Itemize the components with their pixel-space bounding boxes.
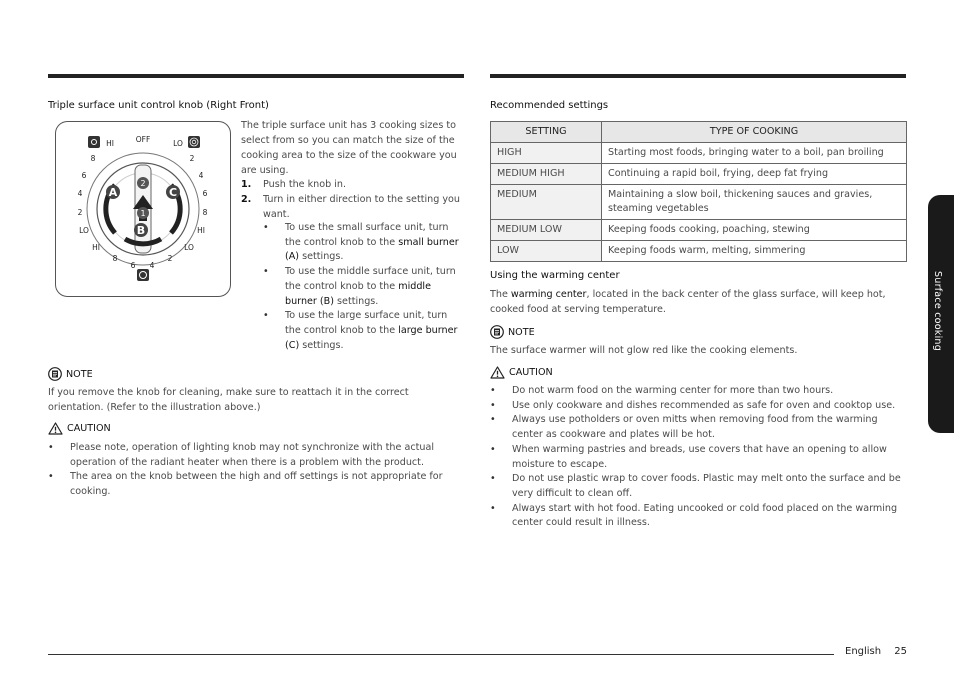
caution-icon [490, 366, 505, 379]
table-row [491, 164, 907, 185]
left-caution-list [48, 441, 464, 500]
knob-intro: The triple surface unit has 3 cooking sizes to select from so you can match the size of the cooking area to the size of the cookware you are using. [241, 120, 457, 176]
table-header-row [491, 122, 907, 143]
type-cell: Keeping foods warm, melting, simmering [602, 241, 907, 262]
hi-label-bottom: HI [92, 243, 100, 252]
footer-rule [48, 654, 834, 655]
warming-center-text: The warming center, located in the back center of the glass surface, will keep hot, cooked food at serving temperature. [490, 289, 886, 315]
table-row [491, 185, 907, 220]
page-number: 25 [894, 646, 908, 657]
right-top-rule [490, 74, 906, 78]
steps-list [241, 177, 465, 222]
n2-bottom: 2 [167, 254, 173, 263]
n2-left: 2 [77, 208, 83, 217]
caution-item: • The area on the knob between the high and off settings is not appropriate for cooking. [48, 470, 464, 499]
settings-table [490, 121, 907, 262]
n6-bottom: 6 [130, 261, 136, 270]
n6-right: 6 [202, 189, 208, 198]
table-row [491, 241, 907, 262]
setting-cell: LOW [491, 241, 602, 262]
footer-language: English [845, 646, 882, 657]
burner-bullet: • To use the middle surface unit, turn the control knob to the middle burner (B) settings. [263, 265, 465, 309]
left-top-rule [48, 74, 464, 78]
right-caution-label [490, 366, 553, 379]
step-1-badge: 1 [140, 209, 146, 218]
note-icon [48, 367, 62, 381]
burner-bullet: • To use the large surface unit, turn the control knob to the large burner (C) settings. [263, 309, 465, 353]
burner-b-label: B [136, 224, 146, 237]
step-2-badge: 2 [140, 179, 146, 188]
footer [845, 646, 907, 657]
burner-c-label: C [168, 186, 178, 199]
n8-left-top: 8 [90, 154, 96, 163]
caution-item: • Use only cookware and dishes recommended as safe for oven and cooktop use. [490, 399, 906, 414]
step-item [241, 177, 465, 192]
header-type: TYPE OF COOKING [602, 122, 907, 143]
n4-left: 4 [77, 189, 83, 198]
step-text: Push the knob in. [263, 179, 347, 190]
setting-cell: MEDIUM HIGH [491, 164, 602, 185]
side-tab-label: Surface cooking [932, 271, 943, 352]
step-text: Turn in either direction to the setting you want. [263, 194, 460, 220]
caution-item: • Do not warm food on the warming center for more than two hours. [490, 384, 906, 399]
knob-diagram [55, 121, 231, 297]
left-note-text: If you remove the knob for cleaning, make sure to reattach it in the correct orientation. (Refer to the illustration above.) [48, 387, 409, 413]
type-cell: Starting most foods, bringing water to a boil, pan broiling [602, 143, 907, 164]
right-note-label [490, 325, 535, 339]
note-label-text: NOTE [508, 326, 535, 338]
caution-item: • Always start with hot food. Eating uncooked or cold food placed on the warming center could result in illness. [490, 502, 906, 531]
large-burner-icon [137, 269, 149, 281]
caution-label-text: CAUTION [509, 367, 553, 378]
n4-right: 4 [198, 171, 204, 180]
n2-right: 2 [189, 154, 195, 163]
right-caution-list [490, 384, 906, 531]
table-row [491, 220, 907, 241]
step-item [241, 192, 465, 222]
caution-item: • Always use potholders or oven mitts when removing food from the warming center as cookware and plates will be hot. [490, 413, 906, 442]
lo-label-bottom: LO [184, 243, 194, 252]
lo-label-top: LO [173, 139, 183, 148]
note-label-text: NOTE [66, 368, 93, 380]
knob-section-heading: Triple surface unit control knob (Right Front) [48, 100, 269, 111]
left-note-label [48, 367, 93, 381]
header-setting: SETTING [491, 122, 602, 143]
setting-cell: MEDIUM [491, 185, 602, 220]
caution-icon [48, 422, 63, 435]
type-cell: Maintaining a slow boil, thickening sauces and gravies, steaming vegetables [602, 185, 907, 220]
n6-left-top: 6 [81, 171, 87, 180]
hi-label-right: HI [197, 226, 205, 235]
warming-center-heading: Using the warming center [490, 270, 620, 281]
section-side-tab[interactable] [928, 195, 954, 433]
burner-bullets [263, 221, 465, 353]
left-caution-label [48, 422, 111, 435]
off-label: OFF [135, 135, 151, 144]
burner-a-label: A [108, 186, 118, 199]
setting-cell: MEDIUM LOW [491, 220, 602, 241]
recommended-settings-heading: Recommended settings [490, 100, 609, 111]
n8-right: 8 [202, 208, 208, 217]
type-cell: Keeping foods cooking, poaching, stewing [602, 220, 907, 241]
setting-cell: HIGH [491, 143, 602, 164]
n8-bottom: 8 [112, 254, 118, 263]
small-burner-icon [88, 136, 100, 148]
caution-item: • Do not use plastic wrap to cover foods. Plastic may melt onto the surface and be very difficult to clean off. [490, 472, 906, 501]
note-icon [490, 325, 504, 339]
right-note-text: The surface warmer will not glow red like the cooking elements. [490, 345, 798, 356]
n4-bottom: 4 [149, 261, 155, 270]
caution-label-text: CAUTION [67, 423, 111, 434]
step-number: 2. [241, 194, 252, 205]
caution-item: • Please note, operation of lighting knob may not synchronize with the actual operation of the radiant heater when there is a problem with the product. [48, 441, 464, 470]
type-cell: Continuing a rapid boil, frying, deep fat frying [602, 164, 907, 185]
table-row [491, 143, 907, 164]
lo-label-left: LO [79, 226, 89, 235]
hi-label-top: HI [106, 139, 114, 148]
step-number: 1. [241, 179, 252, 190]
caution-item: • When warming pastries and breads, use covers that have an opening to allow moisture to escape. [490, 443, 906, 472]
burner-bullet: • To use the small surface unit, turn the control knob to the small burner (A) settings. [263, 221, 465, 265]
